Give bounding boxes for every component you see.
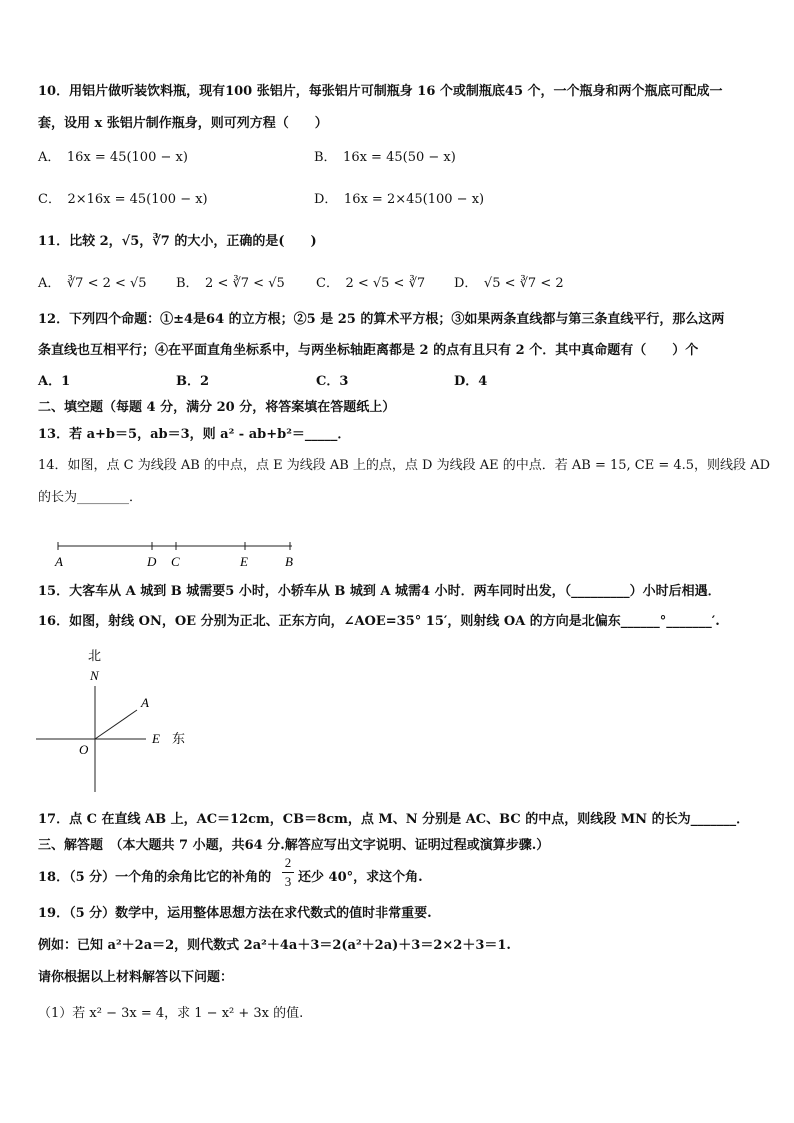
q11-option-d: D． √5 < ∛7 < 2 xyxy=(454,276,564,291)
q19-instruction-line: 请你根据以上材料解答以下问题： xyxy=(38,970,234,985)
q18-stem-post: 还少 40°，求这个角. xyxy=(298,870,423,885)
q12-option-b: B．2 xyxy=(176,374,210,389)
q12-option-c: C．3 xyxy=(316,374,349,389)
q11-option-a: A． ∛7 < 2 < √5 xyxy=(38,276,147,291)
q19-example-line: 例如：已知 a²＋2a＝2，则代数式 2a²＋4a＋3＝2(a²＋2a)＋3＝2×2＋3＝1. xyxy=(38,938,511,953)
q16-o-label: O xyxy=(79,742,89,757)
q14-label-c: C xyxy=(171,554,180,569)
q10-option-d: D． 16x = 2×45(100 − x) xyxy=(314,192,485,207)
q11-option-b: B． 2 < ∛7 < √5 xyxy=(176,276,285,291)
q10-stem-line2: 套，设用 x 张铝片制作瓶身，则可列方程（ ） xyxy=(38,116,328,131)
q11-option-c: C． 2 < √5 < ∛7 xyxy=(316,276,426,291)
q14-label-e: E xyxy=(240,554,248,569)
q16-north-cn-label: 北 xyxy=(88,648,102,663)
q14-stem-line2: 的长为________． xyxy=(38,490,143,505)
q16-n-label: N xyxy=(90,668,99,683)
q19-part1: （1）若 x² − 3x = 4，求 1 − x² + 3x 的值. xyxy=(38,1006,304,1021)
section-answer-heading: 三、解答题 （本大题共 7 小题，共64 分.解答应写出文字说明、证明过程或演算步骤.） xyxy=(38,838,550,853)
q10-stem-line1: 10．用铝片做听装饮料瓶，现有100 张铝片，每张铝片可制瓶身 16 个或制瓶底45 个，一个瓶身和两个瓶底可配成一 xyxy=(38,84,723,99)
q18-fraction-denominator: 3 xyxy=(284,874,292,889)
q12-option-a: A．1 xyxy=(38,374,71,389)
q14-label-d: D xyxy=(147,554,157,569)
q10-option-c: C． 2×16x = 45(100 − x) xyxy=(38,192,208,207)
section-fill-blank-heading: 二、填空题（每题 4 分，满分 20 分，将答案填在答题纸上） xyxy=(38,400,396,415)
q16-stem: 16．如图，射线 ON，OE 分别为正北、正东方向，∠AOE=35° 15′，则射线 OA 的方向是北偏东______°_______′. xyxy=(38,614,720,629)
q16-e-label: E xyxy=(152,731,160,746)
q10-option-b: B． 16x = 45(50 − x) xyxy=(314,150,456,165)
q16-compass-figure xyxy=(36,644,196,794)
fraction-bar xyxy=(282,872,294,873)
q10-option-a: A． 16x = 45(100 − x) xyxy=(38,150,188,165)
q16-a-label: A xyxy=(141,695,149,710)
q13-stem: 13．若 a+b＝5，ab＝3，则 a² - ab+b²＝_____． xyxy=(38,427,351,442)
q18-fraction xyxy=(282,855,294,890)
q11-stem: 11．比较 2，√5，∛7 的大小，正确的是( ) xyxy=(38,234,317,249)
q14-label-b: B xyxy=(285,554,293,569)
q18-fraction-numerator: 2 xyxy=(284,855,292,870)
q14-stem-line1: 14．如图，点 C 为线段 AB 的中点，点 E 为线段 AB 上的点，点 D 为线段 AE 的中点．若 AB = 15, CE = 4.5，则线段 AD xyxy=(38,458,770,473)
q17-stem: 17．点 C 在直线 AB 上，AC＝12cm，CB＝8cm，点 M、N 分别是 AC、BC 的中点，则线段 MN 的长为_______． xyxy=(38,812,750,827)
q18-stem-pre: 18．（5 分）一个角的余角比它的补角的 xyxy=(38,870,272,885)
q14-label-a: A xyxy=(55,554,63,569)
q16-east-cn-label: 东 xyxy=(172,731,186,746)
q12-stem-line2: 条直线也互相平行；④在平面直角坐标系中，与两坐标轴距离都是 2 的点有且只有 2 个．其中真命题有（ ）个 xyxy=(38,343,699,358)
q14-segment-figure xyxy=(52,536,302,570)
q19-stem-line1: 19．（5 分）数学中，运用整体思想方法在求代数式的值时非常重要. xyxy=(38,906,432,921)
q12-stem-line1: 12．下列四个命题：①±4是64 的立方根；②5 是 25 的算术平方根；③如果两条直线都与第三条直线平行，那么这两 xyxy=(38,312,725,327)
q12-option-d: D．4 xyxy=(454,374,488,389)
q15-stem: 15．大客车从 A 城到 B 城需要5 小时，小轿车从 B 城到 A 城需4 小时．两车同时出发，（_________）小时后相遇． xyxy=(38,584,721,599)
